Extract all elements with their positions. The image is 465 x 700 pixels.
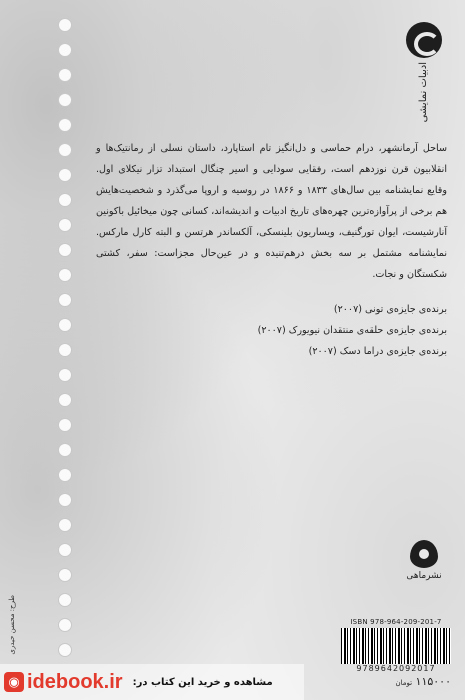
binding-hole bbox=[58, 118, 72, 132]
binding-hole bbox=[58, 568, 72, 582]
series-logo-icon bbox=[406, 22, 442, 58]
binding-hole bbox=[58, 468, 72, 482]
binding-hole bbox=[58, 618, 72, 632]
binding-hole bbox=[58, 268, 72, 282]
binding-hole bbox=[58, 418, 72, 432]
binding-hole bbox=[58, 193, 72, 207]
binding-hole bbox=[58, 493, 72, 507]
binding-hole bbox=[58, 293, 72, 307]
binding-hole bbox=[58, 518, 72, 532]
binding-hole bbox=[58, 543, 72, 557]
price-value: ۱۱۵۰۰۰ bbox=[415, 675, 451, 688]
binding-hole bbox=[58, 593, 72, 607]
bag-icon: ◉ bbox=[4, 672, 24, 692]
binding-hole bbox=[58, 168, 72, 182]
price-unit: تومان bbox=[395, 679, 413, 687]
back-cover-text bbox=[96, 138, 447, 362]
watermark-logo bbox=[4, 671, 123, 694]
watermark-brand: idebook.ir bbox=[27, 670, 123, 693]
award-item: برنده‌ی جایزه‌ی تونی (۲۰۰۷) bbox=[333, 304, 447, 315]
isbn-text: ISBN 978-964-209-201-7 bbox=[350, 618, 442, 626]
fish-logo-icon bbox=[410, 540, 438, 568]
binding-hole bbox=[58, 643, 72, 657]
series-label: ادبیات نمایشی bbox=[418, 62, 429, 123]
binding-hole bbox=[58, 143, 72, 157]
publisher-logo bbox=[401, 540, 447, 581]
binding-hole bbox=[58, 318, 72, 332]
binding-hole bbox=[58, 393, 72, 407]
designer-credit: طرح: محسن حیدری bbox=[8, 595, 16, 655]
barcode-number: 9789642092017 bbox=[356, 664, 436, 673]
binding-hole bbox=[58, 368, 72, 382]
binding-hole bbox=[58, 243, 72, 257]
binding-hole bbox=[58, 43, 72, 57]
binding-hole bbox=[58, 93, 72, 107]
price bbox=[341, 675, 451, 688]
barcode-block bbox=[341, 618, 451, 688]
spiral-binding-decoration bbox=[58, 18, 72, 698]
watermark-tagline: مشاهده و خرید این کتاب در: bbox=[132, 676, 273, 688]
awards-list bbox=[96, 299, 447, 362]
binding-hole bbox=[58, 218, 72, 232]
summary-paragraph: ساحل آرمانشهر، درام حماسی و دل‌انگیز تام استاپارد، داستان نسلی از رمانتیک‌ها و انقلابیون قرن نوزدهم است، رفقایی سودایی و اسیر چنگال استبداد تزار نیکلای اول. وقایع نمایشنامه بین سال‌های ۱۸۳۳ و ۱۸۶۶ در روسیه و اروپا می‌گذرد و شخصیت‌هایش هم برخی از پرآوازه‌ترین چهره‌های تاریخ ادبیات و اندیشه‌اند، کسانی چون میخائیل باکونین آنارشیست، ایوان تورگنیف، ویساریون بلینسکی، آلکساندر هرتسن و البته کارل مارکس. نمایشنامه مشتمل بر سه بخش درهم‌تنیده و در عین‌حال مجزاست: سفر، کشتی شکستگان و نجات. bbox=[96, 143, 447, 280]
barcode-image bbox=[341, 628, 451, 664]
binding-hole bbox=[58, 18, 72, 32]
binding-hole bbox=[58, 68, 72, 82]
binding-hole bbox=[58, 343, 72, 357]
watermark-banner[interactable] bbox=[0, 664, 304, 700]
publisher-series-logo bbox=[401, 22, 447, 122]
binding-hole bbox=[58, 443, 72, 457]
award-item: برنده‌ی جایزه‌ی حلقه‌ی منتقدان نیویورک (۲۰۰۷) bbox=[257, 325, 447, 336]
publisher-name: نشرماهی bbox=[406, 571, 442, 581]
award-item: برنده‌ی جایزه‌ی دراما دسک (۲۰۰۷) bbox=[308, 346, 447, 357]
